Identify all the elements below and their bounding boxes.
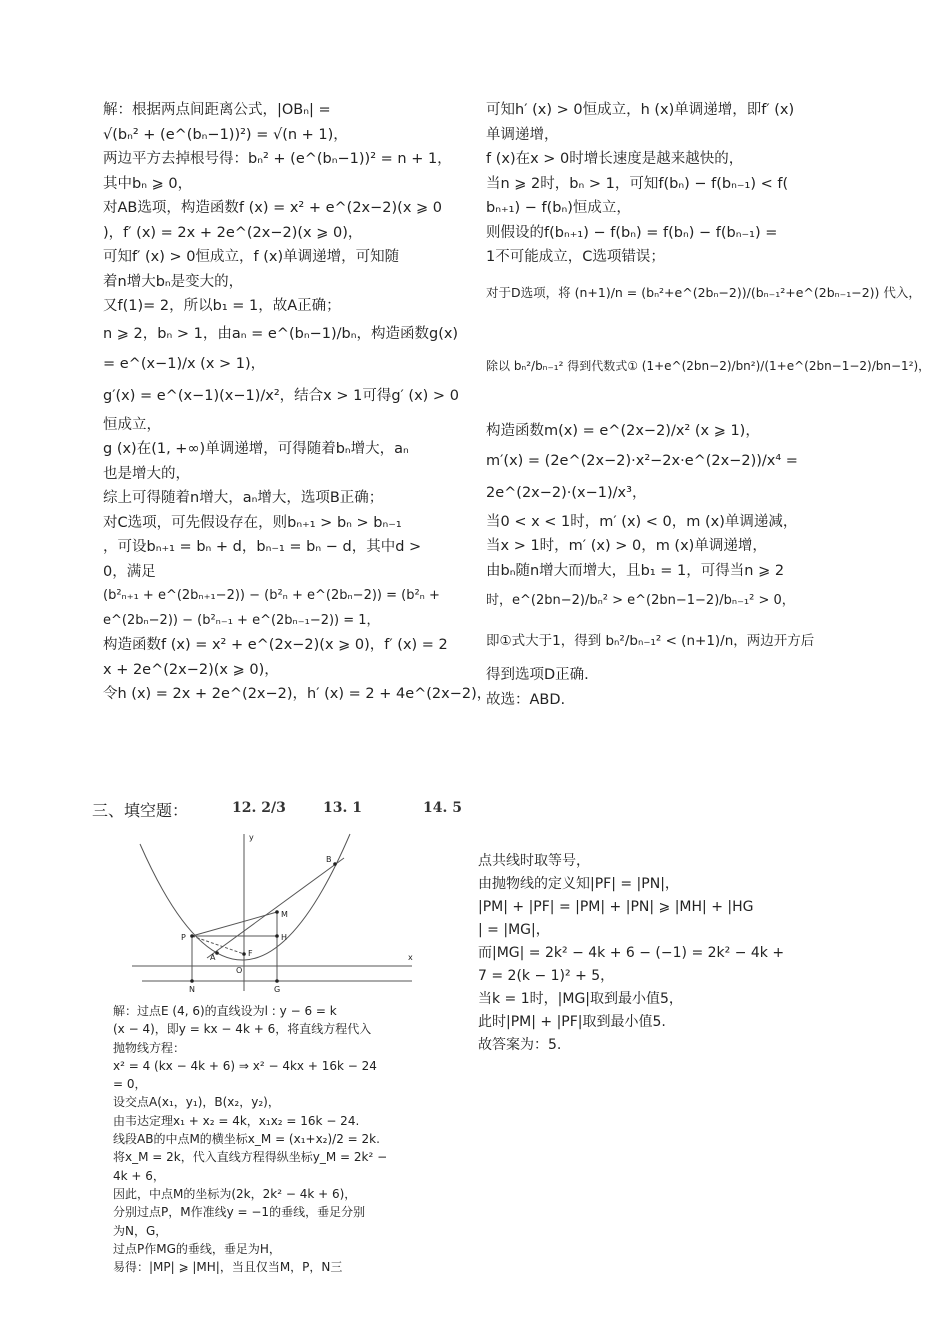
label-o: O — [236, 966, 243, 975]
text-line: 因此，中点M的坐标为(2k，2k² − 4k + 6)， — [113, 1186, 357, 1201]
text-line: )，f′ (x) = 2x + 2e^(2x−2)(x ⩾ 0)， — [103, 224, 363, 241]
text-line: g (x)在(1, +∞)单调递增，可得随着bₙ增大，aₙ — [103, 441, 409, 457]
text-line: 抛物线方程： — [113, 1040, 186, 1055]
solution-14 — [113, 1002, 413, 1276]
solution-14-continued — [478, 850, 818, 1057]
text-line: f (x)在x > 0时增长速度是越来越快的， — [486, 151, 744, 167]
text-line: ，可设bₙ₊₁ = bₙ + d，bₙ₋₁ = bₙ − d，其中d > — [103, 539, 422, 555]
text-line: bₙ₊₁) − f(bₙ)恒成立， — [486, 200, 631, 216]
answer-label: 13. — [323, 800, 348, 816]
text-line: 综上可得随着n增大，aₙ增大，选项B正确； — [103, 490, 384, 506]
label-b: B — [326, 855, 332, 864]
parabola-figure — [112, 826, 457, 996]
answer-label: 14. — [423, 800, 448, 816]
text-line: 对于D选项，将 (n+1)/n = (bₙ²+e^(2bₙ−2))/(bₙ₋₁²+e^(2bₙ₋₁−2)) 代入， — [486, 284, 921, 300]
text-line: √(bₙ² + (e^(bₙ−1))²) = √(n + 1)， — [103, 126, 348, 143]
label-x: x — [408, 953, 413, 962]
text-line: 线段AB的中点M的横坐标x_M = (x₁+x₂)/2 = 2k. — [113, 1132, 380, 1147]
text-line: 过点P作MG的垂线，垂足为H， — [113, 1241, 281, 1256]
text-line: 当x > 1时，m′ (x) > 0，m (x)单调递增， — [486, 538, 767, 554]
text-line: e^(2bₙ−2)) − (b²ₙ₋₁ + e^(2bₙ₋₁−2)) = 1， — [103, 612, 380, 628]
text-line: (x − 4)，即y = kx − 4k + 6，将直线方程代入 — [113, 1022, 372, 1037]
answer-value: 2/3 — [261, 800, 286, 816]
text-line: |PM| + |PF| = |PM| + |PN| ⩾ |MH| + |HG — [478, 899, 754, 915]
text-line: 0，满足 — [103, 563, 156, 580]
chord-ab — [207, 858, 344, 958]
text-line: 7 = 2(k − 1)² + 5， — [478, 968, 615, 984]
label-y: y — [249, 833, 254, 842]
text-line: | = |MG|， — [478, 922, 550, 938]
label-h: H — [281, 933, 288, 942]
answer-value: 5 — [452, 800, 462, 816]
text-line: 由bₙ随n增大而增大，且b₁ = 1，可得当n ⩾ 2 — [486, 562, 785, 579]
text-line: = e^(x−1)/x (x > 1)， — [103, 355, 266, 372]
text-line: 故答案为：5. — [478, 1037, 562, 1053]
text-line: 除以 bₙ²/bₙ₋₁² 得到代数式① (1+e^(2bn−2)/bn²)/(1+e^(2bn−1−2)/bn−1²)， — [486, 358, 931, 373]
text-line: 解：根据两点间距离公式，|OBₙ| = — [103, 102, 331, 118]
text-line: n ⩾ 2，bₙ > 1，由aₙ = e^(bₙ−1)/bₙ，构造函数g(x) — [103, 325, 459, 342]
text-line: 解：过点E (4, 6)的直线设为l : y − 6 = k — [113, 1004, 337, 1018]
left-column — [103, 98, 492, 707]
text-line: 可知h′ (x) > 0恒成立，h (x)单调递增，即f′ (x) — [486, 102, 795, 118]
text-line: 构造函数f (x) = x² + e^(2x−2)(x ⩾ 0)，f′ (x) = 2 — [103, 637, 448, 653]
text-line: 点共线时取等号， — [478, 853, 590, 869]
label-f: F — [248, 949, 253, 958]
text-line: (b²ₙ₊₁ + e^(2bₙ₊₁−2)) − (b²ₙ + e^(2bₙ−2)) = (b²ₙ + — [103, 588, 440, 603]
segment-pm — [192, 912, 277, 936]
text-line: 对AB选项，构造函数f (x) = x² + e^(2x−2)(x ⩾ 0 — [103, 200, 443, 216]
label-g: G — [274, 985, 281, 994]
label-n: N — [189, 985, 195, 994]
text-line: 2e^(2x−2)·(x−1)/x³， — [486, 484, 647, 501]
text-line: 着n增大bₙ是变大的， — [103, 273, 244, 290]
text-line: 此时|PM| + |PF|取到最小值5. — [478, 1014, 666, 1030]
text-line: 当k = 1时，|MG|取到最小值5， — [478, 991, 683, 1007]
segment-pf — [192, 936, 244, 954]
text-line: 对C选项，可先假设存在，则bₙ₊₁ > bₙ > bₙ₋₁ — [103, 514, 402, 531]
text-line: 时，e^(2bn−2)/bₙ² > e^(2bn−1−2)/bₙ₋₁² > 0， — [486, 593, 795, 608]
text-line: = 0， — [113, 1077, 147, 1092]
answer-12 — [232, 800, 286, 816]
text-line: 将x_M = 2k，代入直线方程得纵坐标y_M = 2k² − — [113, 1150, 388, 1165]
text-line: 分别过点P，M作准线y = −1的垂线，垂足分别 — [113, 1205, 366, 1220]
text-line: 4k + 6， — [113, 1168, 165, 1183]
label-m: M — [281, 910, 288, 919]
label-p: P — [181, 933, 186, 942]
text-line: g′(x) = e^(x−1)(x−1)/x²，结合x > 1可得g′ (x) > 0 — [103, 387, 459, 404]
answer-value: 1 — [352, 800, 362, 816]
label-a: A — [210, 953, 216, 962]
text-line: x² = 4 (kx − 4k + 6) ⇒ x² − 4kx + 16k − 24 — [113, 1058, 377, 1073]
right-column — [486, 98, 931, 712]
text-line: 则假设的f(bₙ₊₁) − f(bₙ) = f(bₙ) − f(bₙ₋₁) = — [486, 224, 778, 241]
answer-13 — [323, 800, 362, 816]
text-line: 1不可能成立，C选项错误； — [486, 249, 665, 265]
text-line: 单调递增， — [486, 126, 559, 143]
text-line: 又f(1)= 2，所以b₁ = 1，故A正确； — [103, 298, 341, 314]
text-line: m′(x) = (2e^(2x−2)·x²−2x·e^(2x−2))/x⁴ = — [486, 452, 798, 469]
text-line: 由抛物线的定义知|PF| = |PN|， — [478, 876, 679, 892]
text-line: 恒成立， — [103, 416, 161, 433]
text-line: 当n ⩾ 2时，bₙ > 1，可知f(bₙ) − f(bₙ₋₁) < f( — [486, 175, 789, 192]
answer-label: 12. — [232, 800, 257, 816]
text-line: 即①式大于1，得到 bₙ²/bₙ₋₁² < (n+1)/n，两边开方后 — [486, 633, 815, 649]
text-line: 为N，G， — [113, 1223, 168, 1238]
text-line: 其中bₙ ⩾ 0， — [103, 175, 193, 192]
text-line: 而|MG| = 2k² − 4k + 6 − (−1) = 2k² − 4k + — [478, 945, 785, 961]
parabola — [140, 834, 350, 960]
text-line: 也是增大的， — [103, 465, 190, 482]
text-line: 当0 < x < 1时，m′ (x) < 0，m (x)单调递减， — [486, 513, 798, 530]
text-line: 设交点A(x₁，y₁)，B(x₂，y₂)， — [113, 1095, 280, 1110]
text-line: 两边平方去掉根号得：bₙ² + (e^(bₙ−1))² = n + 1， — [103, 151, 452, 167]
text-line: 易得：|MP| ⩾ |MH|，当且仅当M，P，N三 — [113, 1260, 343, 1275]
text-line: x + 2e^(2x−2)(x ⩾ 0)， — [103, 661, 279, 678]
text-line: 故选：ABD. — [486, 691, 566, 708]
text-line: 令h (x) = 2x + 2e^(2x−2)，h′ (x) = 2 + 4e^(2x−2)， — [103, 686, 492, 702]
section-title: 三、填空题： — [92, 801, 189, 820]
answer-14 — [423, 800, 462, 816]
text-line: 可知f′ (x) > 0恒成立，f (x)单调递增，可知随 — [103, 249, 400, 265]
text-line: 构造函数m(x) = e^(2x−2)/x² (x ⩾ 1)， — [486, 422, 760, 439]
text-line: 得到选项D正确. — [486, 667, 589, 683]
text-line: 由韦达定理x₁ + x₂ = 4k，x₁x₂ = 16k − 24. — [113, 1113, 360, 1128]
